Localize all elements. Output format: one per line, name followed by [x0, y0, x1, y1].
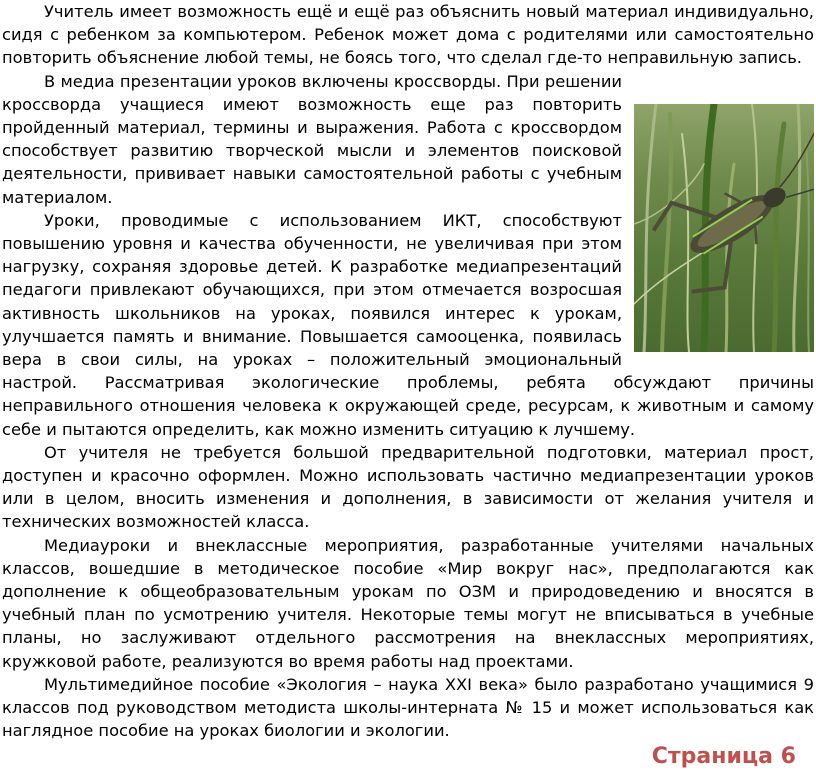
paragraph-5: Медиауроки и внеклассные мероприятия, разработанные учителями начальных классов, вошедшие в методическое пособие «Мир вокруг нас», предполагаются как дополнение к общеобразовательным урокам по ОЗМ и природоведению и вносятся в учебный план по усмотрению учителя. Некоторые темы могут не вписываться в учебные планы, но заслуживают отдельного рассмотрения на внеклассных мероприятиях, кружковой работе, реализуются во время работы над проектами. — [2, 535, 814, 671]
grasshopper-photo — [634, 104, 814, 352]
paragraph-1: Учитель имеет возможность ещё и ещё раз объяснить новый материал индивидуально, сидя с ребенком за компьютером. Ребенок может дома с родителями или самостоятельно повторить объяснение любой темы, не боясь того, что сделал где-то неправильную запись. — [2, 2, 814, 68]
paragraph-6: Мультимедийное пособие «Экология – наука XXI века» было разработано учащимися 9 классов под руководством методиста школы-интерната № 15 и может использоваться как наглядное пособие на уроках биологии и экологии. — [2, 674, 814, 741]
paragraph-3: Уроки, проводимые с использованием ИКТ, способствуют повышению уровня и качества обученности, не увеличивая при этом нагрузку, сохраняя здоровье детей. К разработке медиапрезентаций педагоги привлекают обучающихся, при этом отмечается возросшая активность школьников на уроках, появился интерес к урокам, улучшается память и внимание. Повышается самооценка, появилась вера в свои силы, на уроках – положительный эмоциональный настрой. Рассматривая экологические проблемы, ребята обсуждают причины неправильного отношения человека к окружающей среде, ресурсам, к животным и самому себе и пытаются определить, как можно изменить ситуацию к лучшему. — [2, 210, 814, 439]
document-body — [2, 0, 814, 743]
paragraph-2: В медиа презентации уроков включены кроссворды. При решении кроссворда учащиеся имеют возможность еще раз повторить пройденный материал, термины и выражения. Работа с кроссвордом способствует развитию творческой мысли и элементов поисковой деятельности, прививает навыки самостоятельной работы с учебным материалом. — [2, 71, 622, 207]
paragraph-4: От учителя не требуется большой предварительной подготовки, материал прост, доступен и красочно оформлен. Можно использовать частично медиапрезентации уроков или в целом, вносить изменения и дополнения, в зависимости от желания учителя и технических возможностей класса. — [2, 442, 814, 532]
page-number: Страница 6 — [651, 744, 796, 769]
